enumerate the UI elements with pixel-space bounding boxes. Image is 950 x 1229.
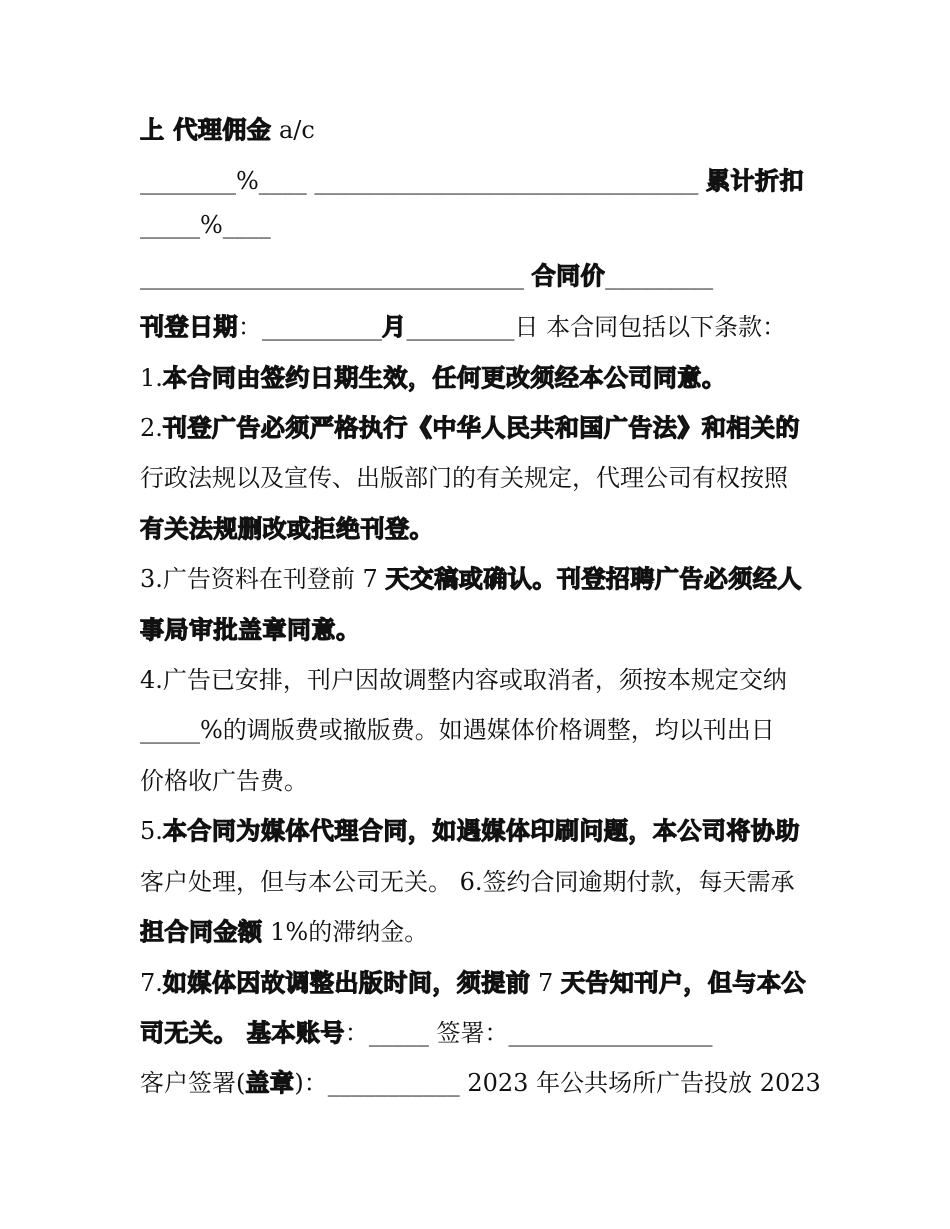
text-run: 1. — [140, 364, 163, 392]
text-line — [140, 663, 830, 697]
text-run: _________日 本合同包括以下条款： — [406, 313, 787, 341]
text-run: 5. — [140, 817, 163, 845]
text-line — [140, 361, 830, 395]
outlined-text-run: 上 代理佣金 — [140, 116, 272, 144]
outlined-text-run: 司无关。 基本账号 — [140, 1019, 345, 1047]
text-line — [140, 915, 830, 949]
text-line — [140, 713, 830, 747]
text-run: ________%____ ________________________________ — [140, 167, 707, 195]
text-line — [140, 461, 830, 495]
outlined-text-run: 本合同为媒体代理合同，如遇媒体印刷问题，本公司将协助 — [162, 817, 800, 845]
text-line — [140, 512, 830, 546]
text-run: _____%的调版费或撤版费。如遇媒体价格调整，均以刊出日 — [140, 716, 775, 744]
outlined-text-run: 刊登日期 — [140, 313, 238, 341]
text-run: 价格收广告费。 — [140, 767, 308, 795]
text-run: 行政法规以及宣传、出版部门的有关规定，代理公司有权按照 — [140, 464, 788, 492]
text-run: 2. — [140, 414, 163, 442]
outlined-text-run: 本合同由签约日期生效，任何更改须经本公司同意。 — [162, 364, 727, 392]
outlined-text-run: 有关法规删改或拒绝刊登。 — [140, 515, 434, 543]
text-line — [140, 562, 830, 596]
text-line — [140, 966, 830, 1000]
text-run: ________________________________ — [140, 262, 532, 290]
outlined-text-run: 天告知刊户，但与本公 — [560, 969, 806, 997]
text-line — [140, 208, 830, 242]
text-run: ：_____ 签署：_________________ — [344, 1019, 713, 1047]
text-line — [140, 113, 830, 147]
text-line — [140, 164, 830, 198]
text-line — [140, 1016, 830, 1050]
text-run: )：___________ 2023 年公共场所广告投放 2023 — [294, 1069, 821, 1097]
text-run: 客户处理，但与本公司无关。 6.签约合同逾期付款，每天需承 — [140, 868, 795, 896]
text-run: 7 — [530, 969, 561, 997]
outlined-text-run: 事局审批盖章同意。 — [140, 616, 361, 644]
text-run: a/c — [271, 116, 315, 144]
outlined-text-run: 盖章 — [245, 1069, 295, 1097]
text-line — [140, 814, 830, 848]
outlined-text-run: 累计折扣 — [706, 167, 805, 195]
text-run: _____%____ — [140, 211, 271, 239]
text-line — [140, 865, 830, 899]
outlined-text-run: 如媒体因故调整出版时间，须提前 — [162, 969, 531, 997]
outlined-text-run: 担合同金额 — [140, 918, 263, 946]
text-line — [140, 411, 830, 445]
text-run: 7. — [140, 969, 163, 997]
text-run: _________ — [605, 262, 714, 290]
text-line — [140, 613, 830, 647]
outlined-text-run: 刊登广告必须严格执行《中华人民共和国广告法》和相关的 — [162, 414, 800, 442]
text-line — [140, 1066, 830, 1100]
text-run: 3.广告资料在刊登前 7 — [140, 565, 386, 593]
text-line — [140, 764, 830, 798]
text-run: 客户签署( — [140, 1069, 246, 1097]
outlined-text-run: 月 — [382, 313, 407, 341]
text-run: 1%的滞纳金。 — [262, 918, 429, 946]
text-line — [140, 310, 830, 344]
outlined-text-run: 天交稿或确认。刊登招聘广告必须经人 — [385, 565, 802, 593]
text-line — [140, 259, 830, 293]
text-run: 4.广告已安排，刊户因故调整内容或取消者，须按本规定交纳 — [140, 666, 787, 694]
text-run: ：__________ — [238, 313, 382, 341]
outlined-text-run: 合同价 — [531, 262, 606, 290]
